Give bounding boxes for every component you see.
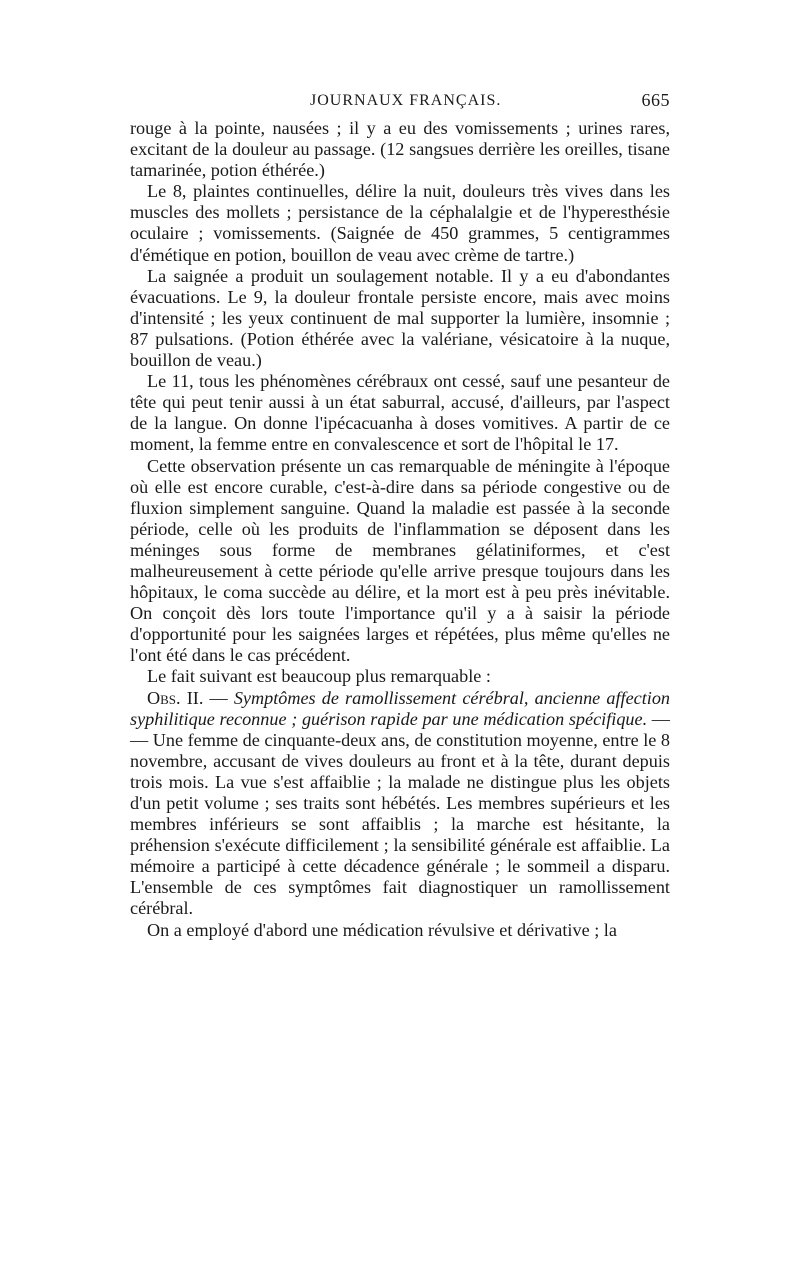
paragraph: Cette observation présente un cas remarquable de méningite à l'époque où elle est encore curable, c'est-à-dire dans sa période congestive ou de fluxion simplement sanguine. Quand la maladie est passée à la seconde période, celle où les produits de l'inflammation se déposent dans les méninges sous forme de membranes gélatiniformes, et c'est malheureusement à cette période qu'elle arrive presque toujours dans les hôpitaux, le coma succède au délire, et la mort est à peu près inévitable. On conçoit dès lors toute l'importance qu'il y a à saisir la période d'opportunité pour les saignées larges et répétées, plus même qu'elles ne l'ont été dans le cas précédent. (130, 455, 670, 666)
paragraph: Le 11, tous les phénomènes cérébraux ont cessé, sauf une pesanteur de tête qui peut tenir aussi à un état saburral, accusé, d'ailleurs, par l'aspect de la langue. On donne l'ipécacuanha à doses vomitives. A partir de ce moment, la femme entre en convalescence et sort de l'hôpital le 17. (130, 371, 670, 455)
observation-label: Obs. II. (147, 687, 204, 708)
observation-paragraph (130, 688, 670, 920)
paragraph: La saignée a produit un soulagement notable. Il y a eu d'abondantes évacuations. Le 9, la douleur frontale persiste encore, mais avec moins d'intensité ; les yeux continuent de mal supporter la lumière, insomnie ; 87 pulsations. (Potion éthérée avec la valériane, vésicatoire à la nuque, bouillon de veau.) (130, 265, 670, 371)
paragraph-continued: rouge à la pointe, nausées ; il y a eu des vomissements ; urines rares, excitant de la douleur au passage. (12 sangsues derrière les oreilles, tisane tamarinée, potion éthérée.) (130, 118, 670, 181)
page-header (130, 88, 670, 118)
observation-dash: — (203, 687, 234, 708)
page-number: 665 (641, 90, 670, 110)
paragraph: Le fait suivant est beaucoup plus remarquable : (147, 666, 491, 687)
observation-dash: — — (130, 708, 670, 750)
paragraph-last: On a employé d'abord une médication révulsive et dérivative ; la (147, 919, 617, 940)
page (130, 88, 670, 941)
observation-text: Une femme de cinquante-deux ans, de constitution moyenne, entre le 8 novembre, accusant de vives douleurs au front et à la tête, durant depuis trois mois. La vue s'est affaiblie ; la malade ne distingue plus les objets d'un petit volume ; ses traits sont hébétés. Les membres supérieurs et les membres inférieurs se sont affaiblis ; la marche est hésitante, la préhension s'exécute difficilement ; la sensibilité générale est affaiblie. La mémoire a participé à cette décadence générale ; le sommeil a disparu. L'ensemble de ces symptômes fait diagnostiquer un ramollissement cérébral. (130, 729, 670, 919)
observation-title: Symptômes de ramollissement cérébral, ancienne affection syphilitique reconnue ; guérison rapide par une médication spécifique. (130, 687, 671, 729)
body-text (130, 118, 670, 941)
paragraph: Le 8, plaintes continuelles, délire la nuit, douleurs très vives dans les muscles des mollets ; persistance de la céphalalgie et de l'hyperesthésie oculaire ; vomissements. (Saignée de 450 grammes, 5 centigrammes d'émétique en potion, bouillon de veau avec crème de tartre.) (130, 181, 670, 265)
running-title: JOURNAUX FRANÇAIS. (310, 92, 502, 109)
